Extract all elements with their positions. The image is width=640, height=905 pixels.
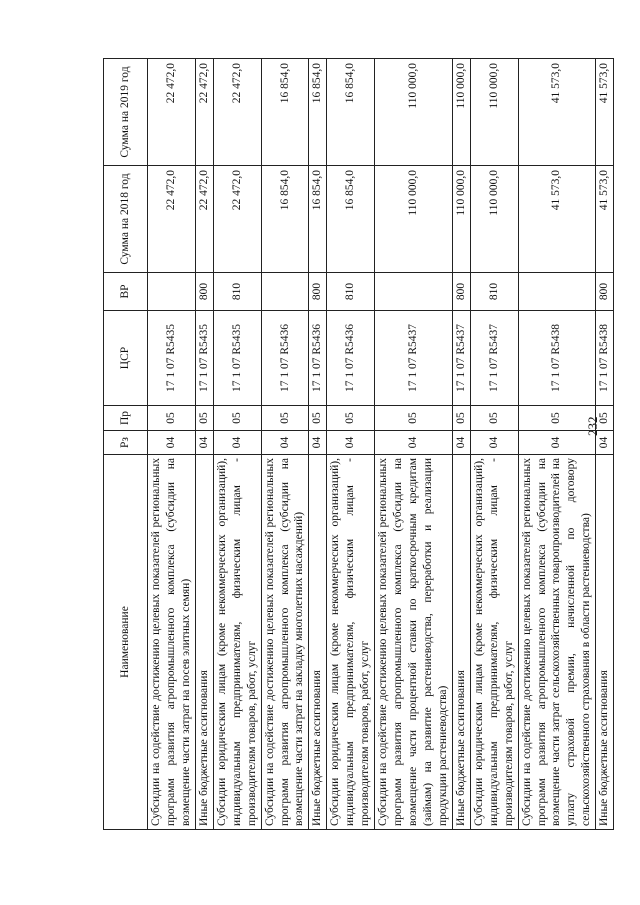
cell-pr: 05: [327, 406, 375, 431]
cell-csr: 17 1 07 R5435: [195, 311, 213, 406]
cell-vr: [261, 273, 309, 311]
cell-csr: 17 1 07 R5438: [518, 311, 596, 406]
cell-name: Субсидии на содействие достижению целевых показателей региональных программ развития агропромышленного комплекса (субсидии на возмещение части затрат на посев элитных семян): [148, 455, 196, 830]
table-body: [148, 59, 614, 830]
cell-rz: 04: [195, 431, 213, 455]
page-number: 232: [585, 416, 600, 436]
table-row: [470, 59, 518, 830]
cell-sum2018: 22 472,0: [213, 166, 261, 273]
cell-sum2018: 22 472,0: [148, 166, 196, 273]
table-row: [518, 59, 596, 830]
cell-sum2019: 41 573,0: [596, 59, 614, 166]
cell-vr: 810: [470, 273, 518, 311]
cell-csr: 17 1 07 R5437: [452, 311, 470, 406]
cell-vr: [148, 273, 196, 311]
header-sum-2019: Сумма на 2019 год: [104, 59, 148, 166]
cell-pr: 05: [518, 406, 596, 431]
cell-rz: 04: [518, 431, 596, 455]
cell-csr: 17 1 07 R5437: [470, 311, 518, 406]
cell-pr: 05: [596, 406, 614, 431]
cell-rz: 04: [452, 431, 470, 455]
cell-vr: 800: [452, 273, 470, 311]
cell-sum2018: 41 573,0: [596, 166, 614, 273]
cell-name: Субсидии юридическим лицам (кроме некоммерческих организаций), индивидуальным предпринимателям, физическим лицам - производителям товаров, работ, услуг: [327, 455, 375, 830]
cell-name: Субсидии юридическим лицам (кроме некоммерческих организаций), индивидуальным предпринимателям, физическим лицам - производителям товаров, работ, услуг: [470, 455, 518, 830]
cell-rz: 04: [596, 431, 614, 455]
cell-sum2018: 110 000,0: [470, 166, 518, 273]
table-row: [375, 59, 453, 830]
cell-sum2018: 110 000,0: [375, 166, 453, 273]
cell-sum2018: 16 854,0: [309, 166, 327, 273]
cell-sum2018: 41 573,0: [518, 166, 596, 273]
header-sum-2018: Сумма на 2018 год: [104, 166, 148, 273]
cell-pr: 05: [452, 406, 470, 431]
cell-vr: 800: [596, 273, 614, 311]
cell-name: Иные бюджетные ассигнования: [452, 455, 470, 830]
cell-name: Иные бюджетные ассигнования: [195, 455, 213, 830]
cell-rz: 04: [213, 431, 261, 455]
cell-vr: 810: [327, 273, 375, 311]
budget-table: [103, 58, 614, 830]
table-row: [452, 59, 470, 830]
table-row: [148, 59, 196, 830]
cell-sum2019: 110 000,0: [452, 59, 470, 166]
cell-pr: 05: [213, 406, 261, 431]
cell-name: Иные бюджетные ассигнования: [309, 455, 327, 830]
table-row: [195, 59, 213, 830]
table-row: [327, 59, 375, 830]
cell-sum2018: 16 854,0: [327, 166, 375, 273]
cell-name: Субсидии на содействие достижению целевых показателей региональных программ развития агропромышленного комплекса (субсидии на возмещение части затрат сельскохозяйственных товаропроизводителей на уплату страховой премии, начисленной по договору сельскохозяйственного страхования в области растениеводства): [518, 455, 596, 830]
cell-name: Субсидии на содействие достижению целевых показателей региональных программ развития агропромышленного комплекса (субсидии на возмещение части затрат на закладку многолетних насаждений): [261, 455, 309, 830]
cell-sum2019: 16 854,0: [309, 59, 327, 166]
cell-sum2019: 16 854,0: [261, 59, 309, 166]
cell-vr: [375, 273, 453, 311]
cell-csr: 17 1 07 R5436: [309, 311, 327, 406]
cell-rz: 04: [309, 431, 327, 455]
cell-pr: 05: [261, 406, 309, 431]
header-name: Наименование: [104, 455, 148, 830]
cell-sum2019: 22 472,0: [148, 59, 196, 166]
cell-pr: 05: [195, 406, 213, 431]
cell-rz: 04: [261, 431, 309, 455]
cell-rz: 04: [327, 431, 375, 455]
rotated-table-container: [103, 59, 614, 830]
header-csr: ЦСР: [104, 311, 148, 406]
cell-pr: 05: [309, 406, 327, 431]
table-header-row: [104, 59, 148, 830]
cell-pr: 05: [470, 406, 518, 431]
cell-name: Субсидии юридическим лицам (кроме некоммерческих организаций), индивидуальным предпринимателям, физическим лицам - производителям товаров, работ, услуг: [213, 455, 261, 830]
cell-sum2019: 110 000,0: [470, 59, 518, 166]
cell-pr: 05: [148, 406, 196, 431]
cell-csr: 17 1 07 R5436: [261, 311, 309, 406]
cell-sum2019: 22 472,0: [195, 59, 213, 166]
header-vr: ВР: [104, 273, 148, 311]
cell-sum2018: 22 472,0: [195, 166, 213, 273]
table-row: [596, 59, 614, 830]
header-rz: Рз: [104, 431, 148, 455]
cell-csr: 17 1 07 R5438: [596, 311, 614, 406]
cell-csr: 17 1 07 R5436: [327, 311, 375, 406]
cell-sum2018: 16 854,0: [261, 166, 309, 273]
cell-name: Иные бюджетные ассигнования: [596, 455, 614, 830]
cell-sum2019: 110 000,0: [375, 59, 453, 166]
cell-vr: 800: [309, 273, 327, 311]
cell-csr: 17 1 07 R5435: [213, 311, 261, 406]
table-row: [213, 59, 261, 830]
cell-rz: 04: [148, 431, 196, 455]
cell-sum2019: 16 854,0: [327, 59, 375, 166]
table-row: [309, 59, 327, 830]
cell-sum2019: 22 472,0: [213, 59, 261, 166]
cell-vr: 810: [213, 273, 261, 311]
cell-sum2019: 41 573,0: [518, 59, 596, 166]
cell-rz: 04: [375, 431, 453, 455]
cell-sum2018: 110 000,0: [452, 166, 470, 273]
cell-vr: [518, 273, 596, 311]
cell-vr: 800: [195, 273, 213, 311]
cell-rz: 04: [470, 431, 518, 455]
cell-pr: 05: [375, 406, 453, 431]
table-row: [261, 59, 309, 830]
cell-csr: 17 1 07 R5437: [375, 311, 453, 406]
cell-csr: 17 1 07 R5435: [148, 311, 196, 406]
cell-name: Субсидии на содействие достижению целевых показателей региональных программ развития агропромышленного комплекса (субсидии на возмещение части процентной ставки по краткосрочным кредитам (займам) на развитие растениеводства, переработки и реализации продукции растениеводства): [375, 455, 453, 830]
header-pr: Пр: [104, 406, 148, 431]
